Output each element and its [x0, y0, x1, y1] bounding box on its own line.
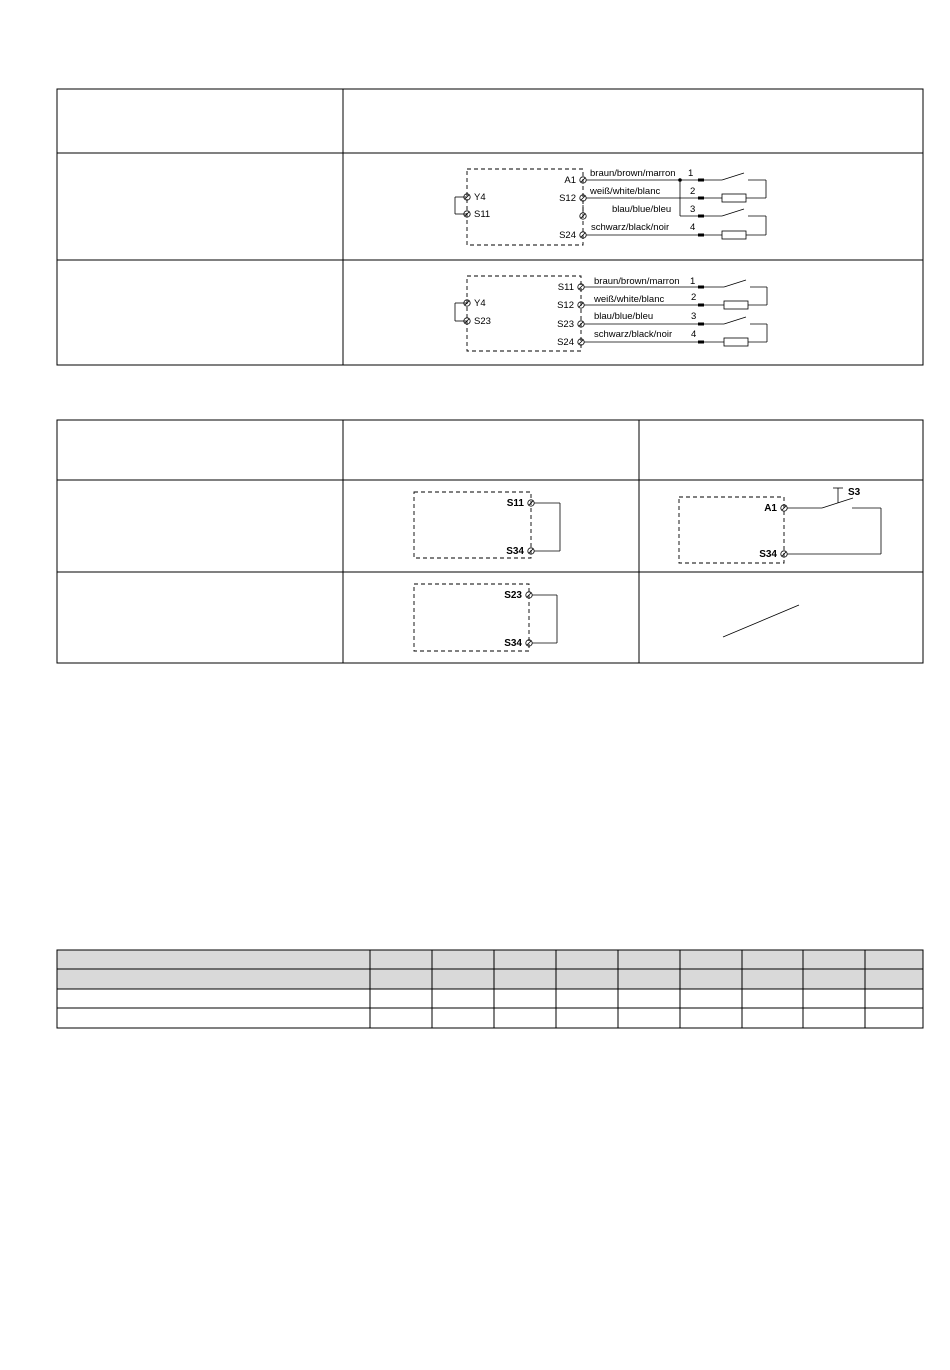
wiring-diagram-row2: [455, 276, 767, 351]
terminal-label-a1: A1: [564, 175, 576, 186]
terminal-label-s12: S12: [559, 193, 576, 204]
switch-label-s3: S3: [848, 487, 861, 498]
wire-label-4: schwarz/black/noir: [594, 329, 673, 340]
junction-dot: [678, 178, 682, 182]
wire-number-1: 1: [688, 168, 694, 179]
terminal-label-s23: S23: [504, 590, 522, 601]
wire-label-1: braun/brown/marron: [590, 168, 676, 179]
switch-diagram-a1-s34: [679, 487, 881, 563]
wire-number-3: 3: [691, 311, 697, 322]
terminal-label-s11: S11: [474, 209, 491, 220]
wiring-table-1: [57, 89, 923, 365]
loop-diagram-s11-s34: [414, 492, 560, 558]
wiring-table-2: [57, 420, 923, 663]
not-applicable-strike: [723, 605, 799, 637]
terminal-label-s24: S24: [559, 230, 576, 241]
wire-number-4: 4: [690, 222, 696, 233]
terminal-symbol: [528, 500, 534, 506]
terminal-label-y4: Y4: [474, 192, 486, 203]
terminal-symbol: [580, 213, 586, 219]
terminal-label-s23: S23: [474, 316, 491, 327]
wire-number-2: 2: [690, 186, 696, 197]
resistor-symbol: [722, 194, 746, 202]
wire-number-3: 3: [690, 204, 696, 215]
resistor-symbol: [724, 338, 748, 346]
wire-label-3: blau/blue/bleu: [594, 311, 654, 322]
terminal-label-s23: S23: [557, 319, 574, 330]
terminal-label-s11: S11: [557, 282, 574, 293]
wire-number-2: 2: [691, 292, 697, 303]
wire-label-2: weiß/white/blanc: [590, 186, 661, 197]
wiring-diagram-row1: [455, 168, 766, 245]
terminal-label-s34: S34: [759, 549, 777, 560]
wire-label-4: schwarz/black/noir: [591, 222, 670, 233]
wire-label-3: blau/blue/bleu: [612, 204, 672, 215]
terminal-label-s24: S24: [557, 337, 574, 348]
loop-diagram-s23-s34: [414, 584, 557, 651]
wire-label-2: weiß/white/blanc: [594, 294, 665, 305]
data-table-3: [57, 950, 923, 1028]
wire-label-1: braun/brown/marron: [594, 276, 680, 287]
terminal-label-s12: S12: [557, 300, 574, 311]
wire-number-1: 1: [690, 276, 696, 287]
resistor-symbol: [722, 231, 746, 239]
resistor-symbol: [724, 301, 748, 309]
wire-number-4: 4: [691, 329, 697, 340]
terminal-label-y4: Y4: [474, 298, 486, 309]
terminal-label-a1: A1: [764, 503, 777, 514]
terminal-label-s34: S34: [506, 546, 524, 557]
terminal-label-s11: S11: [506, 498, 524, 509]
terminal-label-s34: S34: [504, 638, 522, 649]
